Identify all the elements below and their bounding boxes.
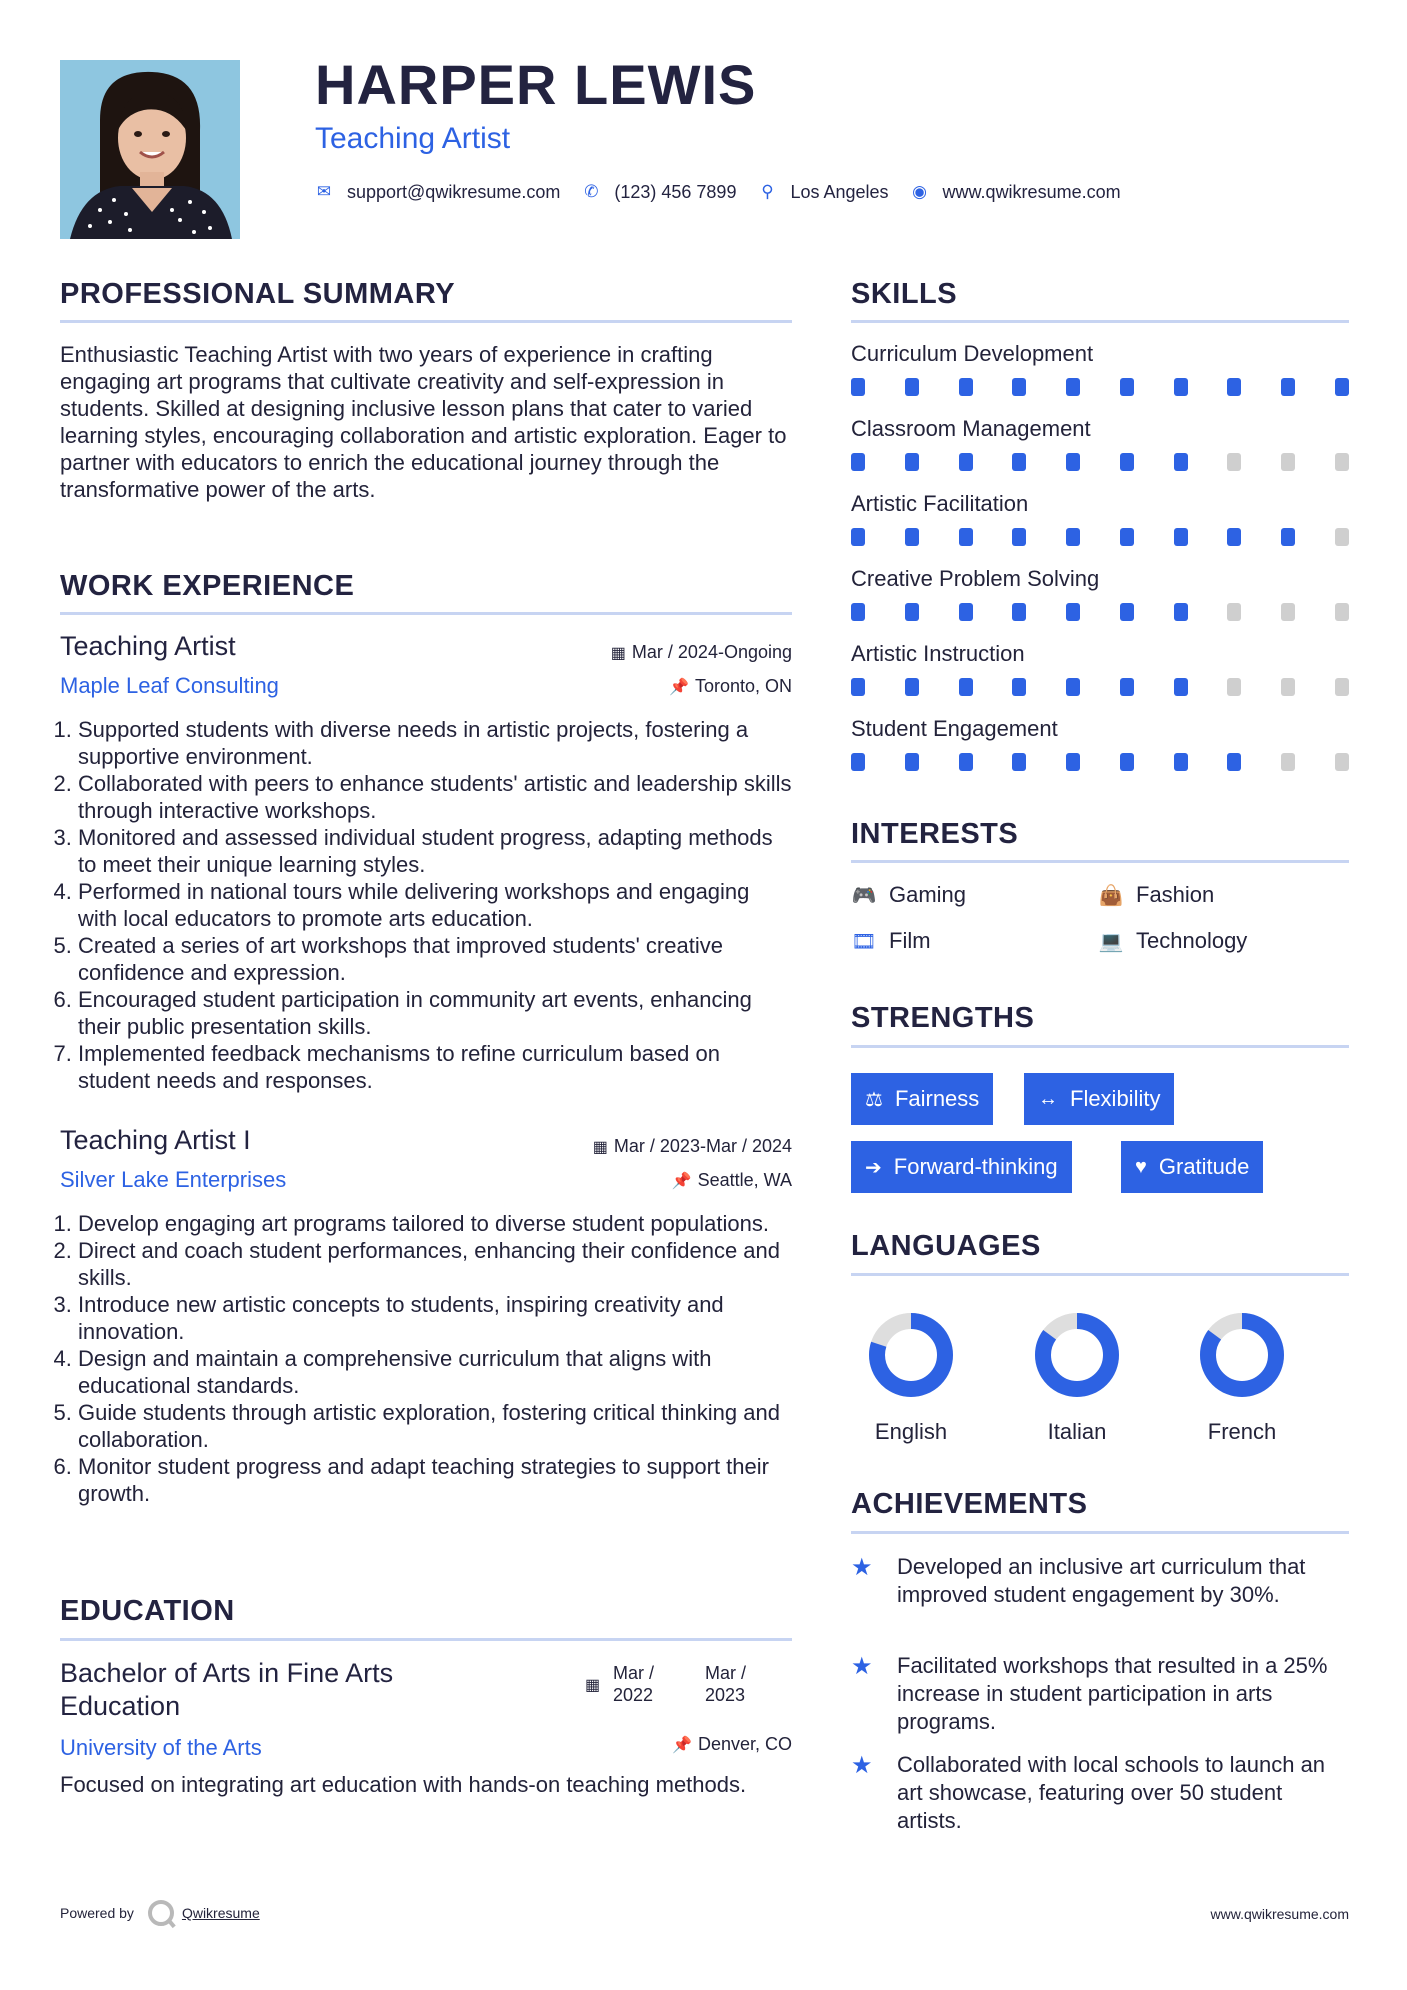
job-title: Teaching Artist I (60, 1125, 251, 1155)
job-duties (60, 1210, 792, 1507)
skill-dot-filled (1120, 678, 1134, 696)
shopping-bag-icon: 👜 (1098, 884, 1124, 907)
skill-dot-filled (1120, 378, 1134, 396)
skill-item (851, 416, 1349, 471)
degree-title: Bachelor of Arts in Fine Arts Education (60, 1658, 394, 1721)
achievement-text: Collaborated with local schools to launch an art showcase, featuring over 50 student artists. (897, 1752, 1326, 1833)
envelope-icon: ✉ (316, 182, 332, 201)
skill-dot-filled (905, 678, 919, 696)
skill-dot-empty (1335, 678, 1349, 696)
education-heading: EDUCATION (60, 1595, 235, 1627)
duty-item: 2. Collaborated with peers to enhance students' artistic and leadership skills through interactive workshops. (78, 770, 792, 824)
language-name: French (1207, 1419, 1277, 1444)
skill-dot-filled (1281, 528, 1295, 546)
strengths-heading: STRENGTHS (851, 1002, 1035, 1034)
interests-divider (851, 860, 1349, 863)
contact-location: Los Angeles (790, 181, 889, 202)
skill-name: Artistic Instruction (851, 641, 1025, 666)
duty-item: 6. Monitor student progress and adapt teaching strategies to support their growth. (78, 1453, 792, 1507)
education-start-date: Mar / 2022 (613, 1663, 655, 1705)
skill-item (851, 566, 1349, 621)
skill-name: Artistic Facilitation (851, 491, 1029, 516)
job-company: Silver Lake Enterprises (60, 1167, 287, 1192)
interest-item (851, 882, 966, 908)
strengths-divider (851, 1045, 1349, 1048)
languages-heading: LANGUAGES (851, 1230, 1041, 1262)
calendar-icon: ▦ (592, 1139, 608, 1156)
pushpin-icon: 📌 (672, 1737, 692, 1754)
skill-dot-filled (1120, 753, 1134, 771)
strength-label: Flexibility (1070, 1086, 1161, 1111)
gamepad-icon: 🎮 (851, 884, 877, 907)
skill-dot-filled (1012, 753, 1026, 771)
skill-dot-filled (1066, 528, 1080, 546)
achievement-item (851, 1751, 1349, 1835)
summary-text: Enthusiastic Teaching Artist with two years of experience in crafting engaging art programs that cultivate creativity and self-expression in students. Skilled at designing inclusive lesson plans that cater to varied learning styles, encouraging collaboration and artistic exploration. Eager to partner with educators to enrich the educational journey through the transformative power of the arts. (60, 342, 787, 502)
skill-dot-filled (1012, 453, 1026, 471)
education-location (672, 1734, 792, 1755)
job-duties (60, 716, 792, 1094)
profile-photo (60, 60, 240, 239)
brand-link[interactable]: Qwikresume (181, 1905, 260, 1921)
achievement-item (851, 1553, 1349, 1609)
skills-heading: SKILLS (851, 278, 958, 310)
achievements-heading: ACHIEVEMENTS (851, 1488, 1088, 1520)
achievement-text: Developed an inclusive art curriculum that improved student engagement by 30%. (897, 1554, 1306, 1607)
skill-name: Creative Problem Solving (851, 566, 1100, 591)
education-location-text: Denver, CO (697, 1734, 792, 1754)
strength-label: Gratitude (1158, 1154, 1250, 1179)
strength-label: Fairness (894, 1086, 980, 1111)
job-dates-text: Mar / 2024-Ongoing (631, 642, 792, 662)
language-item (1182, 1310, 1302, 1445)
contact-bar (315, 178, 1143, 206)
skill-dot-filled (905, 453, 919, 471)
skill-dot-filled (1174, 603, 1188, 621)
skill-dot-filled (1012, 528, 1026, 546)
skills-divider (851, 320, 1349, 323)
languages-divider (851, 1273, 1349, 1276)
strength-label: Forward-thinking (893, 1154, 1058, 1179)
skill-dot-filled (1227, 378, 1241, 396)
experience-heading: WORK EXPERIENCE (60, 570, 355, 602)
skill-item (851, 641, 1349, 696)
qwikresume-logo-icon (148, 1900, 174, 1926)
duty-item: 1. Supported students with diverse needs in artistic projects, fostering a supportive environment. (78, 716, 792, 770)
contact-email[interactable]: support@qwikresume.com (347, 181, 561, 202)
language-item (851, 1310, 971, 1445)
skill-dot-empty (1227, 603, 1241, 621)
language-item (1017, 1310, 1137, 1445)
duty-item: 2. Direct and coach student performances, enhancing their confidence and skills. (78, 1237, 792, 1291)
skill-dot-filled (1174, 378, 1188, 396)
school-name: University of the Arts (60, 1735, 262, 1760)
language-name: Italian (1047, 1419, 1107, 1444)
calendar-icon: ▦ (610, 645, 626, 662)
map-pin-icon: ⚲ (761, 182, 774, 201)
skill-dot-filled (851, 378, 865, 396)
profile-photo-illustration (60, 60, 240, 239)
summary-heading: PROFESSIONAL SUMMARY (60, 278, 456, 310)
skill-dot-filled (851, 528, 865, 546)
skill-dot-filled (1227, 528, 1241, 546)
skill-dot-filled (1174, 753, 1188, 771)
film-icon: 🎞 (851, 930, 877, 953)
pushpin-icon: 📌 (669, 679, 689, 696)
skill-dot-empty (1227, 678, 1241, 696)
job-location-text: Toronto, ON (694, 676, 792, 696)
pushpin-icon: 📌 (671, 1173, 692, 1190)
skill-dot-filled (1335, 378, 1349, 396)
skill-dot-filled (959, 378, 973, 396)
skill-dot-filled (1012, 603, 1026, 621)
skill-dot-filled (959, 678, 973, 696)
job-dates (611, 642, 792, 663)
contact-website[interactable]: www.qwikresume.com (942, 181, 1121, 202)
skill-dot-filled (905, 378, 919, 396)
skill-dot-filled (1066, 753, 1080, 771)
skill-dot-empty (1281, 603, 1295, 621)
skill-dot-filled (851, 678, 865, 696)
duty-item: 4. Design and maintain a comprehensive curriculum that aligns with educational standards. (78, 1345, 792, 1399)
language-donut (1032, 1310, 1122, 1400)
interests-heading: INTERESTS (851, 818, 1019, 850)
skill-dot-filled (851, 603, 865, 621)
strength-tag (1121, 1141, 1263, 1193)
skill-dot-empty (1281, 453, 1295, 471)
skill-name: Student Engagement (851, 716, 1058, 741)
skill-rating (851, 453, 1349, 471)
skill-dot-empty (1335, 603, 1349, 621)
skill-rating (851, 378, 1349, 396)
skill-dot-empty (1227, 453, 1241, 471)
skill-dot-filled (1066, 603, 1080, 621)
skill-dot-filled (905, 603, 919, 621)
skill-dot-filled (959, 528, 973, 546)
interest-item (1098, 882, 1214, 908)
language-donut (866, 1310, 956, 1400)
skill-item (851, 491, 1349, 546)
education-divider (60, 1638, 792, 1641)
strength-tag (1024, 1073, 1174, 1125)
strength-tag (851, 1073, 993, 1125)
duty-item: 1. Develop engaging art programs tailored to diverse student populations. (78, 1210, 792, 1237)
candidate-title: Teaching Artist (315, 122, 511, 155)
balance-scale-icon: ⚖ (865, 1088, 883, 1111)
skill-name: Curriculum Development (851, 341, 1094, 366)
skill-dot-filled (851, 453, 865, 471)
duty-item: 5. Created a series of art workshops that improved students' creative confidence and expression. (78, 932, 792, 986)
duty-item: 7. Implemented feedback mechanisms to refine curriculum based on student needs and responses. (78, 1040, 792, 1094)
skill-item (851, 716, 1349, 771)
skill-dot-empty (1335, 753, 1349, 771)
interest-label: Film (889, 928, 931, 953)
achievements-divider (851, 1531, 1349, 1534)
duty-item: 6. Encouraged student participation in community art events, enhancing their public presentation skills. (78, 986, 792, 1040)
skill-dot-filled (1120, 603, 1134, 621)
skill-rating (851, 753, 1349, 771)
experience-divider (60, 612, 792, 615)
duty-item: 3. Introduce new artistic concepts to students, inspiring creativity and innovation. (78, 1291, 792, 1345)
strength-tag (851, 1141, 1072, 1193)
heart-icon: ♥ (1135, 1155, 1147, 1178)
skill-dot-filled (1120, 453, 1134, 471)
arrow-right-icon: ➔ (865, 1156, 882, 1179)
footer-branding (60, 1900, 260, 1926)
interest-label: Fashion (1136, 882, 1215, 907)
arrows-horizontal-icon: ↔ (1038, 1087, 1058, 1110)
skill-dot-filled (1066, 678, 1080, 696)
job-title: Teaching Artist (60, 631, 236, 661)
globe-icon: ◉ (912, 182, 927, 201)
skill-name: Classroom Management (851, 416, 1091, 441)
star-icon: ★ (851, 1752, 873, 1779)
calendar-icon: ▦ (585, 1677, 601, 1694)
star-icon: ★ (851, 1653, 873, 1680)
skill-dot-filled (1174, 528, 1188, 546)
skill-dot-empty (1335, 528, 1349, 546)
education-description: Focused on integrating art education with hands-on teaching methods. (60, 1772, 747, 1797)
achievement-item (851, 1652, 1349, 1736)
job-dates-text: Mar / 2023-Mar / 2024 (613, 1136, 792, 1156)
skill-dot-filled (905, 753, 919, 771)
skill-dot-filled (905, 528, 919, 546)
skill-item (851, 341, 1349, 396)
star-icon: ★ (851, 1554, 873, 1581)
job-location (672, 1170, 792, 1191)
language-name: English (874, 1419, 948, 1444)
skill-dot-filled (1174, 453, 1188, 471)
skill-dot-filled (1012, 678, 1026, 696)
interest-item (1098, 928, 1247, 954)
duty-item: 4. Performed in national tours while delivering workshops and engaging with local educators to promote arts education. (78, 878, 792, 932)
duty-item: 5. Guide students through artistic exploration, fostering critical thinking and collaboration. (78, 1399, 792, 1453)
phone-icon: ✆ (584, 182, 599, 201)
candidate-name: HARPER LEWIS (315, 53, 757, 116)
summary-divider (60, 320, 792, 323)
skill-dot-filled (959, 453, 973, 471)
job-location-text: Seattle, WA (697, 1170, 792, 1190)
skill-dot-filled (1066, 378, 1080, 396)
language-donut (1197, 1310, 1287, 1400)
skill-dot-filled (1174, 678, 1188, 696)
job-location (669, 676, 792, 697)
skill-dot-filled (1012, 378, 1026, 396)
skill-dot-filled (851, 753, 865, 771)
skill-dot-filled (1120, 528, 1134, 546)
skill-dot-empty (1281, 678, 1295, 696)
footer-website[interactable]: www.qwikresume.com (1210, 1906, 1349, 1922)
interest-label: Gaming (889, 882, 967, 907)
skill-dot-filled (1281, 378, 1295, 396)
skill-rating (851, 678, 1349, 696)
laptop-icon: 💻 (1098, 930, 1124, 953)
skill-rating (851, 528, 1349, 546)
skill-dot-empty (1335, 453, 1349, 471)
contact-phone[interactable]: (123) 456 7899 (614, 181, 737, 202)
duty-item: 3. Monitored and assessed individual student progress, adapting methods to meet their unique learning styles. (78, 824, 792, 878)
skill-dot-empty (1281, 753, 1295, 771)
job-company: Maple Leaf Consulting (60, 673, 279, 698)
interest-item (851, 928, 931, 954)
skill-rating (851, 603, 1349, 621)
achievement-text: Facilitated workshops that resulted in a 25% increase in student participation in arts programs. (897, 1653, 1328, 1734)
skill-dot-filled (959, 603, 973, 621)
skill-dot-filled (1227, 753, 1241, 771)
skill-dot-filled (1066, 453, 1080, 471)
education-end-date: Mar / 2023 (705, 1663, 747, 1705)
interest-label: Technology (1136, 928, 1248, 953)
job-dates (593, 1136, 792, 1157)
powered-by-label: Powered by (60, 1905, 134, 1921)
skill-dot-filled (959, 753, 973, 771)
